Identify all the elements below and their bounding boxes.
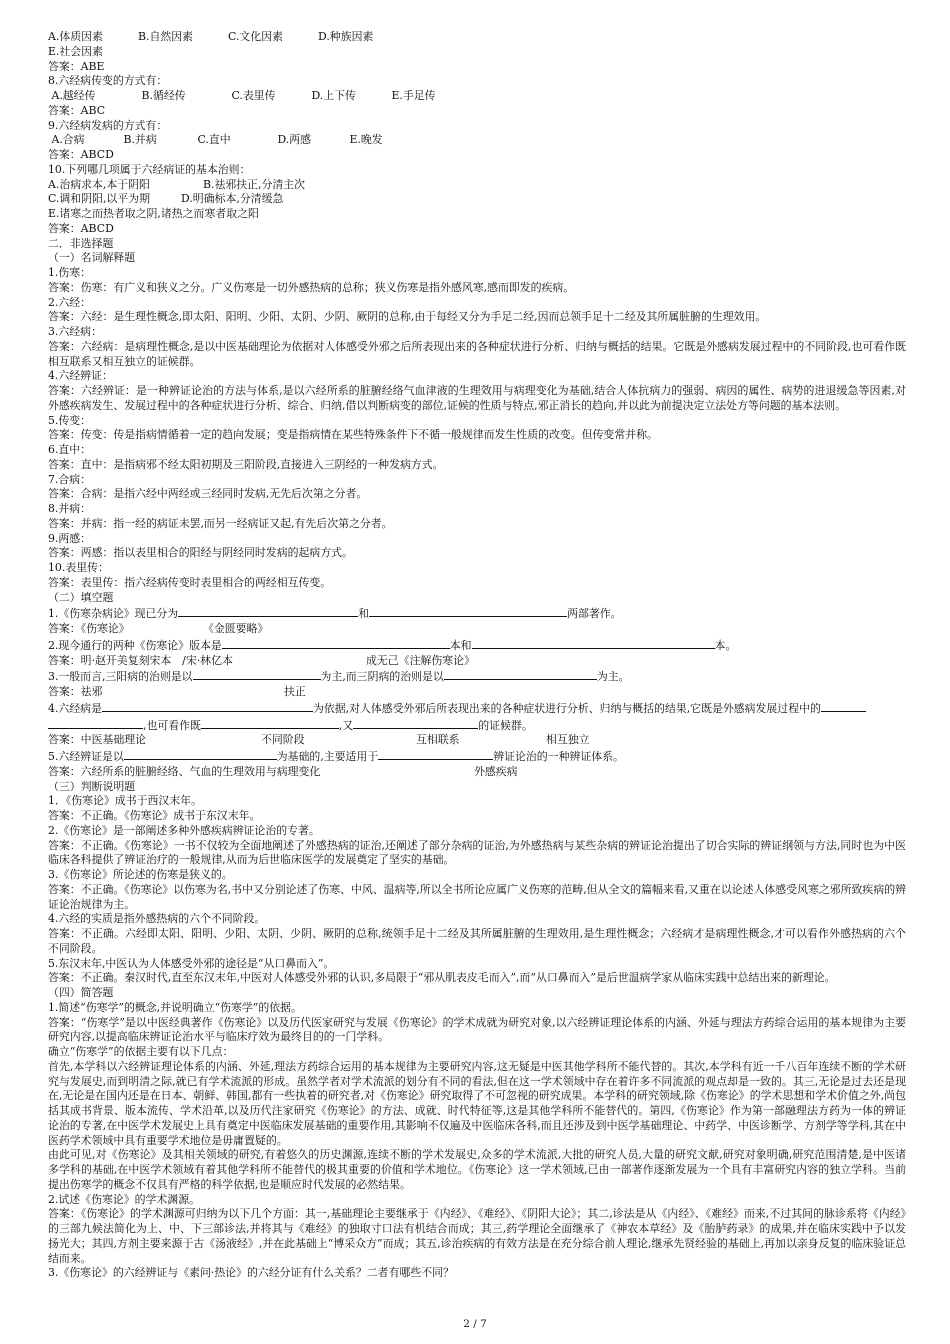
page-number: 2 / 7 [463,1318,487,1330]
judge-answer: 答案：不正确。《伤寒论》成书于东汉末年。 [48,809,261,822]
term-question: 2.六经： [48,295,92,309]
judge-answer: 答案：不正确。《伤寒论》以伤寒为名,书中又分别论述了伤寒、中风、温病等,所以全书所论应属广义伤寒的范畴,但从全文的篇幅来看,又重在以论述人体感受风寒之邪所致疾病的辨证论治规律为主。 [48,882,906,911]
judge-answer: 答案：不正确。六经即太阳、阳明、少阳、太阴、少阴、厥阴的总称,统领手足十二经及其所属脏腑的生理效用,是生理性概念；六经病才是病理性概念,才可以看作外感热病的六个不同阶段。 [48,927,906,955]
fill-q3: 3.一般而言,三阳病的治则是以 为主,而三阴病的治则是以 为主。 [48,670,630,684]
short-q2: 2.试述《伤寒论》的学术渊源。 [48,1192,200,1206]
judge-answer: 答案：不正确。《伤寒论》一书不仅较为全面地阐述了外感热病的证治,还阐述了部分杂病的证治,为外感热病与某些杂病的辨证论治提出了切合实际的辨证纲领与方法,同时也为中医临床各科提供了辨证治疗的一般规律,从而为后世临床医学的发展奠定了坚实的基础。 [48,838,906,867]
blank-line [102,700,313,712]
fill-q4-line2: ,也可看作既 ,又 的证候群。 [48,717,906,734]
short-q1-paragraph: 首先,本学科以六经辨证理论体系的内涵、外延,理法方药综合运用的基本规律为主要研究内容,这无疑是中医其他学科所不能代替的。其次,本学科有近一千八百年连续不断的学术研究与发展史,而到明清之际,就已有学术流派的形成。虽然学者对学术流派的划分有不同的看法,但在这一学术领域中存在着许多不同流派的观点却是一致的。其三,无论是过去还是现在,无论是在国内还是在日本、朝鲜、韩国,都有一些执着的研究者,对《伤寒论》研究取得了不可忽视的研究成果。本学科的研究领域,除《伤寒论》的学术思想和学术价值之外,尚包括其成书背景、版本流传、学术沿革,以及历代注家研究《伤寒论》的方法、成就、时代特征等,这是其他学科所不能替代的。第四,《伤寒论》作为第一部融理法方药为一体的辨证论治的专著,在中医学术发展史上具有奠定中医临床发展基础的重要作用,其影响不仅遍及中医临床各科,而且还涉及到中医学基础理论、中药学、中医诊断学、方剂学等学科,其在中医药学术领域中具有重要学术地位是毋庸置疑的。 [48,1059,906,1147]
term-answer: 答案：伤寒：有广义和狭义之分。广义伤寒是一切外感热病的总称；狭义伤寒是指外感风寒,感而即发的疾病。 [48,280,575,294]
q7-options: A.体质因素 B.自然因素 C.文化因素 D.种族因素 [48,30,374,43]
fill-q1: 1.《伤寒杂病论》现已分为 和 两部著作。 [48,607,622,621]
blank-line [222,637,450,649]
blank-line [369,605,567,617]
q10-question: 10.下列哪几项属于六经病证的基本治则： [48,162,251,176]
term-question: 5.传变： [48,413,92,427]
q10-options-ab: A.治病求本,本于阴阳 B.祛邪扶正,分清主次 [48,177,306,191]
term-question: 6.直中： [48,443,92,456]
blank-line [193,668,321,680]
judge-question: 1．《伤寒论》成书于西汉末年。 [48,794,202,808]
judge-question: 4.六经的实质是指外感热病的六个不同阶段。 [48,912,266,926]
fill-q5-answer: 答案：六经所系的脏腑经络、气血的生理效用与病理变化 外感疾病 [48,764,518,778]
term-question: 10.表里传： [48,561,109,574]
term-answer: 答案：合病：是指六经中两经或三经同时发病,无先后次第之分者。 [48,487,368,501]
document-page [48,30,906,1300]
q8-question: 8.六经病传变的方式有： [48,74,168,88]
subsection-fill: （二）填空题 [48,590,114,604]
q9-options: A.合病 B.并病 C.直中 D.两感 E.晚发 [51,133,383,147]
term-question: 4.六经辨证： [48,369,113,383]
short-q1-answer: 答案：“伤寒学”是以中医经典著作《伤寒论》以及历代医家研究与发展《伤寒论》的学术成就为研究对象,以六经辨证理论体系的内涵、外延与理法方药综合运用的基本规律为主要研究内容,以提高临床辨证论治水平与临床疗效为最终目的的一门学科。 [48,1015,906,1044]
blank-line [201,717,339,729]
q7-option-e: E.社会因素 [48,44,103,58]
fill-q5: 5.六经辨证是以 为基础的,主要适用于 辨证论治的一种辨证体系。 [48,750,624,763]
term-answer: 答案：六经：是生理性概念,即太阳、阳明、少阳、太阴、少阴、厥阴的总称,由于每经又分为手足二经,因而总领手足十二经及其所属脏腑的生理效用。 [48,310,767,324]
fill-q3-answer: 答案：祛邪 扶正 [48,685,306,698]
term-answer: 答案：并病：指一经的病证未罢,而另一经病证又起,有先后次第之分者。 [48,516,393,530]
term-question: 3.六经病： [48,325,102,338]
blank-line [472,637,715,649]
fill-q1-answer: 答案：《伤寒论》 《金匮要略》 [48,622,269,635]
blank-line [48,717,143,729]
blank-line [821,700,866,712]
blank-line [178,605,358,617]
judge-question: 2.《伤寒论》是一部阐述多种外感疾病辨证论治的专著。 [48,823,320,837]
fill-q4-answer: 答案：中医基础理论 不同阶段 互相联系 相互独立 [48,733,590,747]
short-q1-basis: 确立“伤寒学”的依据主要有以下几点： [48,1045,234,1058]
term-question: 1.伤寒： [48,266,92,279]
q9-answer: 答案：ABCD [48,148,114,161]
blank-line [444,668,597,680]
terms-list [48,266,906,591]
blank-line [378,748,493,760]
term-answer: 答案：六经病：是病理性概念,是以中医基础理论为依据对人体感受外邪之后所表现出来的各种症状进行分析、归纳与概括的结果。它既是外感病发展过程中的不同阶段,也可看作既相互联系又相互独立的证候群。 [48,339,906,368]
term-answer: 答案：直中：是指病邪不经太阳初期及三阳阶段,直接进入三阴经的一种发病方式。 [48,457,444,471]
fill-q2: 2.现今通行的两种《伤寒论》版本是 本和 本。 [48,638,737,652]
section-heading: 二．非选择题 [48,236,114,250]
blank-line [124,748,277,760]
judge-question: 3.《伤寒论》所论述的伤寒是狭义的。 [48,868,233,881]
subsection-short: （四）简答题 [48,986,114,999]
term-answer: 答案：表里传：指六经病传变时表里相合的两经相互传变。 [48,575,332,589]
term-answer: 答案：传变：传是指病情循着一定的趋向发展；变是指病情在某些特殊条件下不循一般规律而发生性质的改变。但传变常并称。 [48,428,658,442]
q10-options-cd: C.调和阴阳,以平为期 D.明确标本,分清缓急 [48,192,284,206]
q10-answer: 答案：ABCD [48,221,114,235]
short-q1-conclusion: 由此可见,对《伤寒论》及其相关领域的研究,有着悠久的历史渊源,连续不断的学术发展史,众多的学术流派,大批的研究人员,大量的研究文献,研究对象明确,研究范围清楚,是中医诸多学科的基础,在中医学术领域有着其他学科所不能替代的极其重要的价值和学术地位。《伤寒论》这一学术领域,已由一部著作逐渐发展为一个具有丰富研究内容的独立学科。当前提出伤寒学的概念不仅具有严格的科学依据,也是顺应时代发展的必然结果。 [48,1148,906,1191]
term-answer: 答案：两感：指以表里相合的阳经与阴经同时发病的起病方式。 [48,546,353,560]
blank-line [353,717,478,729]
q9-question: 9.六经病发病的方式有： [48,118,168,132]
term-question: 8.并病： [48,502,92,515]
short-q1: 1.简述“伤寒学”的概念,并说明确立“伤寒学”的依据。 [48,1000,302,1014]
term-question: 7.合病： [48,472,92,486]
q7-answer: 答案：ABE [48,59,105,73]
q8-options: A.越经传 B.循经传 C.表里传 D.上下传 E.手足传 [51,89,436,102]
term-question: 9.两感： [48,531,92,545]
judge-question: 5.东汉末年,中医认为人体感受外邪的途径是“从口鼻而入”。 [48,956,335,970]
term-answer: 答案：六经辨证：是一种辨证论治的方法与体系,是以六经所系的脏腑经络气血津液的生理效用与病理变化为基础,结合人体抗病力的强弱、病因的属性、病势的进退缓急等因素,对外感疾病发生、发展过程中的各种症状进行分析、综合、归纳,借以判断病变的部位,证候的性质与特点,邪正消长的趋向,并以此为前提决定立法处方等问题的基本法则。 [48,384,906,412]
fill-q2-answer: 答案：明·赵开美复刻宋本 /宋·林亿本 成无己《注解伤寒论》 [48,653,475,667]
q8-answer: 答案：ABC [48,103,106,117]
judge-answer: 答案：不正确。秦汉时代,直至东汉末年,中医对人体感受外邪的认识,多局限于“邪从肌表皮毛而入”,而“从口鼻而入”是后世温病学家从临床实践中总结出来的新理论。 [48,971,836,985]
fill-q4-line1: 4.六经病是 为依据,对人体感受外邪后所表现出来的各种症状进行分析、归纳与概括的结果,它既是外感病发展过程中的 [48,700,906,717]
short-q3: 3.《伤寒论》的六经辨证与《素问·热论》的六经分证有什么关系？二者有哪些不同？ [48,1266,454,1280]
q10-option-e: E.诸寒之而热者取之阴,诸热之而寒者取之阳 [48,207,259,220]
short-q2-answer: 答案：《伤寒论》的学术渊源可归纳为以下几个方面：其一,基础理论主要继承于《内经》、《难经》、《阴阳大论》；其二,诊法是从《内经》、《难经》而来,不过其间的脉诊系将《内经》的三部九候法简化为上、中、下三部诊法,并将其与《难经》的独取寸口法有机结合而成；其三,药学理论全面继承了《神农本草经》及《胎胪药录》的成果,并在临床实践中予以发扬光大；其四,方剂主要来源于古《汤液经》,并在此基础上“博采众方”而成；其五,诊治疾病的有效方法是在充分综合前人理论,继承先贤经验的基础上,再加以亲身反复的临床验证总结而来。 [48,1207,906,1265]
subsection-terms: （一）名词解释题 [48,251,136,265]
subsection-judge: （三）判断说明题 [48,779,136,793]
